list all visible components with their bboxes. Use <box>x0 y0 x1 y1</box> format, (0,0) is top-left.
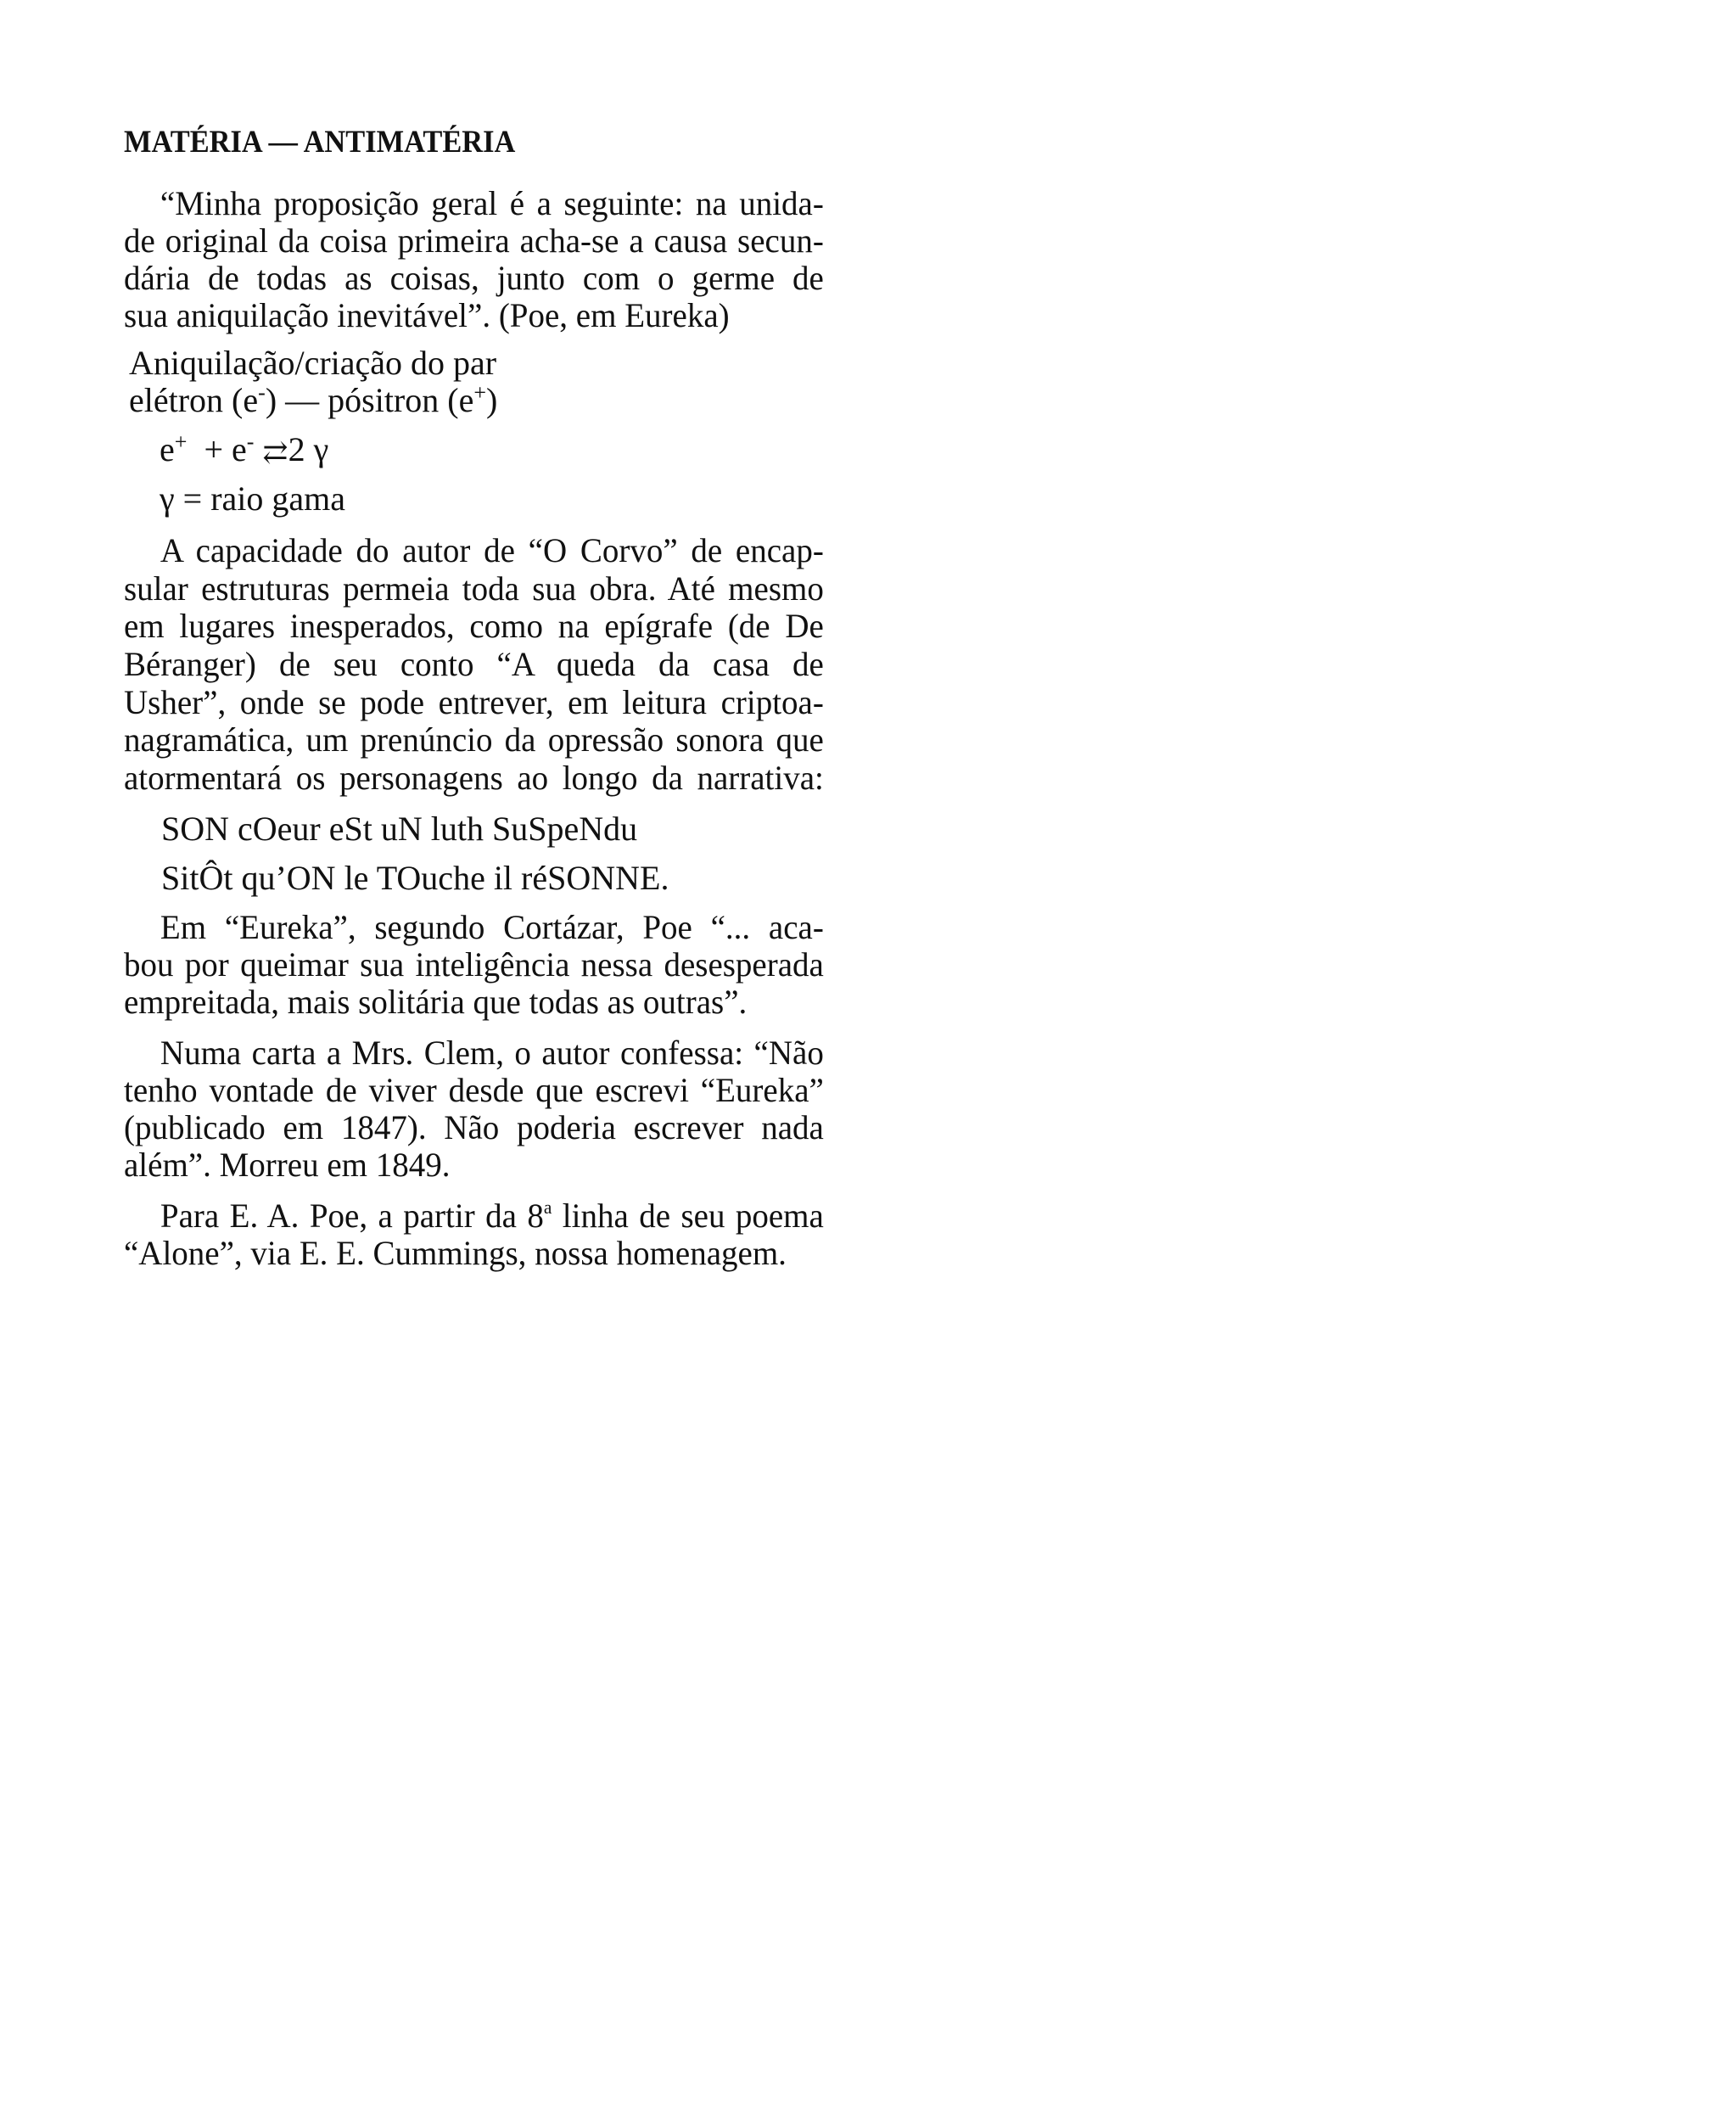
text-line: “Minha proposição geral é a seguinte: na unida- <box>160 184 824 222</box>
text-line: Em “Eureka”, segundo Cortázar, Poe “... aca- <box>160 908 824 946</box>
text-line: Numa carta a Mrs. Clem, o autor confessa: “Não <box>160 1034 824 1072</box>
text-line: sua aniquilação inevitável”. (Poe, em Eureka) <box>124 296 730 334</box>
eq-gamma: 2 γ <box>288 430 329 468</box>
text-line: em lugares inesperados, como na epígrafe (de De <box>124 607 824 645</box>
text-line: nagramática, um prenúncio da opressão sonora que <box>124 720 824 759</box>
text-line: atormentará os personagens ao longo da narrativa: <box>124 759 824 797</box>
plus-superscript: + <box>473 380 486 405</box>
text-line: Béranger) de seu conto “A queda da casa de <box>124 645 824 683</box>
text-line: sular estruturas permeia toda sua obra. Até mesmo <box>124 569 824 608</box>
text-line: dária de todas as coisas, junto com o germe de <box>124 259 824 297</box>
minus-superscript: - <box>258 380 266 405</box>
positron-text: ) — pósitron (e <box>265 381 474 419</box>
page-title: MATÉRIA — ANTIMATÉRIA <box>124 125 516 160</box>
physics-particles-line <box>129 382 497 423</box>
equilibrium-arrow-icon: ⇄ <box>262 435 288 469</box>
physics-heading-line: Aniquilação/criação do par <box>129 344 497 382</box>
text-line: bou por queimar sua inteligência nessa desesperada <box>124 945 824 984</box>
eq-minus-superscript: - <box>246 429 255 454</box>
gamma-definition: γ = raio gama <box>160 479 346 518</box>
ordinal-indicator: a <box>543 1197 552 1218</box>
dedication-text-a: Para E. A. Poe, a partir da 8 <box>160 1197 544 1235</box>
text-line: “Alone”, via E. E. Cummings, nossa homenagem. <box>124 1234 787 1272</box>
dedication-text-b: linha de seu poema <box>552 1197 824 1235</box>
verse-line: SitÔt qu’ON le TOuche il réSONNE. <box>161 859 669 897</box>
text-line: de original da coisa primeira acha-se a causa secun- <box>124 221 824 260</box>
text-line: empreitada, mais solitária que todas as outras”. <box>124 983 748 1021</box>
electron-text: elétron (e <box>129 381 259 419</box>
eq-electron: + e <box>204 430 247 468</box>
text-line: (publicado em 1847). Não poderia escrever nada <box>124 1108 824 1146</box>
verse-line: SON cOeur eSt uN luth SuSpeNdu <box>161 810 638 848</box>
text-line: tenho vontade de viver desde que escrevi “Eureka” <box>124 1071 824 1109</box>
close-paren: ) <box>486 381 498 419</box>
annihilation-equation <box>160 431 328 473</box>
text-line: Usher”, onde se pode entrever, em leitura criptoa- <box>124 683 824 721</box>
eq-plus-superscript: + <box>174 429 188 454</box>
text-line: além”. Morreu em 1849. <box>124 1146 451 1184</box>
eq-positron: e <box>160 430 175 468</box>
text-line: A capacidade do autor de “O Corvo” de encap- <box>160 531 824 569</box>
